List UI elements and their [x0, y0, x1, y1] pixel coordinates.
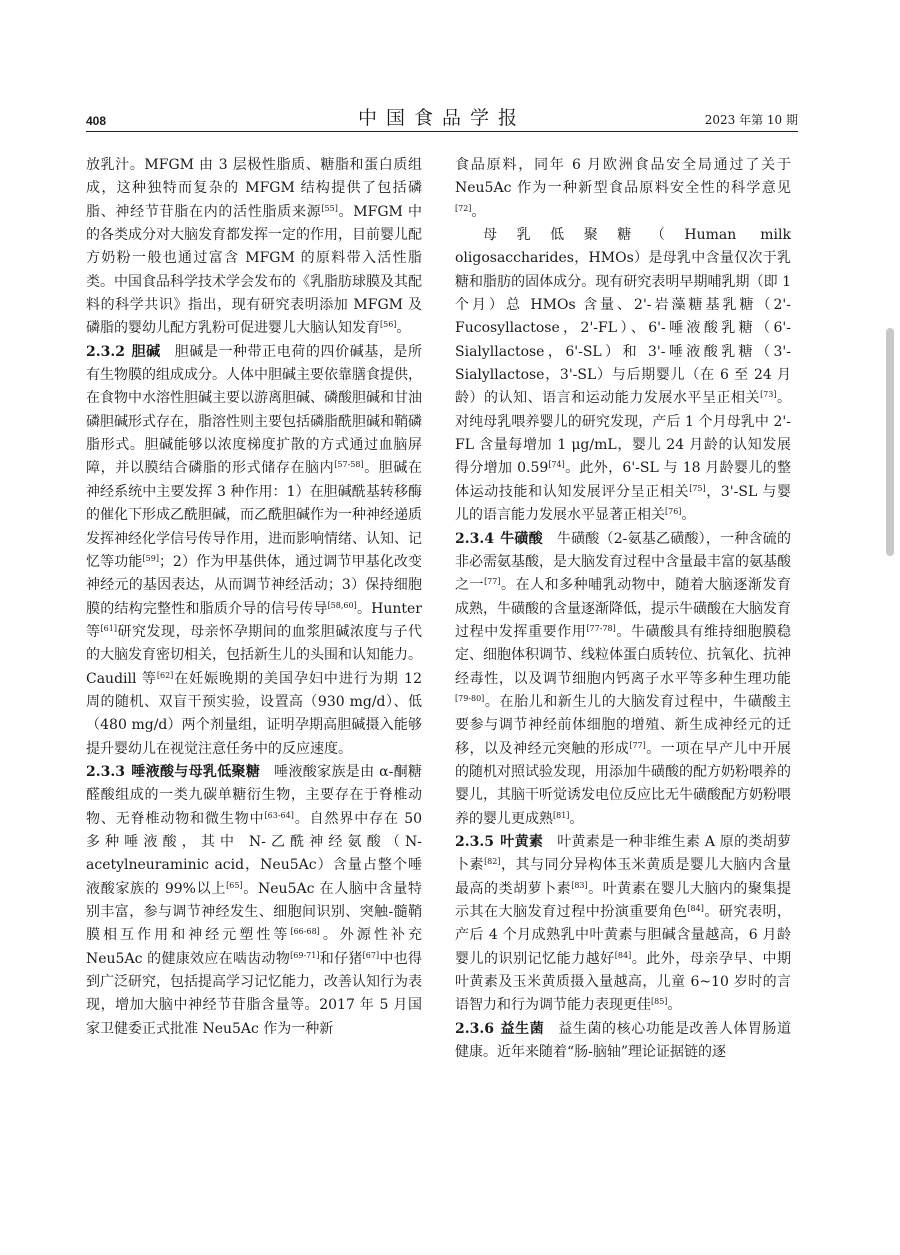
citation: [73]: [760, 390, 777, 400]
section-title: 唾液酸与母乳低聚糖: [130, 763, 261, 780]
right-column: [455, 154, 791, 1154]
scrollbar[interactable]: [884, 160, 900, 420]
section-number: 2.3.5: [455, 833, 494, 850]
citation: [74]: [548, 460, 565, 470]
paragraph-mfgm: 放乳汁。MFGM 由 3 层极性脂质、糖脂和蛋白质组成，这种独特而复杂的 MFGM 结构提供了包括磷脂、神经节苷脂在内的活性脂质来源[55]。MFGM 中的各类成分对大脑发育都发挥一定的作用，目前婴儿配方奶粉一般也通过富含 MFGM 的原料带入活性脂类。中国食品科学技术学会发布的《乳脂肪球膜及其配料的科学共识》指出，现有研究表明添加 MFGM 及磷脂的婴幼儿配方乳粉可促进婴儿大脑认知发育[56]。: [86, 157, 422, 337]
section-number: 2.3.6: [455, 1020, 494, 1037]
section-number: 2.3.3: [86, 763, 125, 780]
citation: [72]: [455, 203, 472, 213]
citation: [85]: [651, 997, 668, 1007]
section-2-3-5: 2.3.5 叶黄素 叶黄素是一种非维生素 A 原的类胡萝卜素[82]，其与同分异构体玉米黄质是婴儿大脑内含量最高的类胡萝卜素[83]。叶黄素在婴儿大脑内的聚集提示其在大脑发育过程中扮演重要角色[84]。研究表明，产后 4 个月成熟乳中叶黄素与胆碱含量越高，6 月龄婴儿的识别记忆能力越好[84]。此外，母亲孕早、中期叶黄素及玉米黄质摄入量越高，儿童 6~10 岁时的言语智力和行为调节能力表现更佳[85]。: [455, 833, 791, 1014]
citation: [62]: [156, 670, 174, 680]
paragraph-neu5ac-approval: 食品原料，同年 6 月欧洲食品安全局通过了关于 Neu5Ac 作为一种新型食品原料安全性的科学意见[72]。: [455, 157, 791, 220]
section-title: 胆碱: [130, 343, 161, 360]
citation: [77-78]: [586, 623, 616, 633]
citation: [84]: [687, 904, 704, 913]
citation: [67]: [362, 950, 380, 960]
citation: [55]: [321, 203, 338, 213]
header-rule: [86, 131, 798, 132]
citation: [66-68]: [290, 927, 320, 937]
section-number: 2.3.2: [86, 343, 125, 360]
section-2-3-2: 2.3.2 胆碱 胆碱是一种带正电荷的四价碱基，是所有生物膜的组成成分。人体中胆碱主要依靠膳食提供，在食物中水溶性胆碱主要以游离胆碱、磷酸胆碱和甘油磷胆碱形式存在，脂溶性则主要包括磷脂酰胆碱和鞘磷脂形式。胆碱能够以浓度梯度扩散的方式通过血脑屏障，并以膜结合磷脂的形式储存在脑内[57-58]。胆碱在神经系统中主要发挥 3 种作用：1）在胆碱酰基转移酶的催化下形成乙酰胆碱，而乙酰胆碱作为一种神经递质发挥神经化学信号传导作用，进而影响情绪、认知、记忆等功能[59]；2）作为甲基供体，通过调节甲基化改变神经元的基因表达，从而调节神经活动；3）保持细胞膜的结构完整性和脂质介导的信号传导[58,60]。Hunter 等[61]研究发现，母亲怀孕期间的血浆胆碱浓度与子代的大脑发育密切相关，包括新生儿的头围和认知能力。Caudill 等[62]在妊娠晚期的美国孕妇中进行为期 12 周的随机、双盲干预实验，设置高（930 mg/d）、低（480 mg/d）两个剂量组，证明孕期高胆碱摄入能够提升婴幼儿在视觉注意任务中的反应速度。: [86, 343, 422, 757]
citation: [59]: [142, 553, 159, 563]
citation: [77]: [484, 577, 501, 587]
citation: [77]: [629, 740, 646, 750]
citation: [61]: [100, 623, 117, 633]
citation: [84]: [614, 950, 632, 960]
citation: [63-64]: [264, 810, 294, 820]
section-number: 2.3.4: [455, 530, 494, 547]
citation: [57-58]: [334, 460, 364, 470]
page-number: 408: [86, 114, 107, 128]
citation: [82]: [484, 857, 501, 867]
section-title: 叶黄素: [499, 833, 544, 850]
paragraph-hmos: 母乳低聚糖（Human milk oligosaccharides，HMOs）是母乳中含量仅次于乳糖和脂肪的固体成分。现有研究表明早期哺乳期（即 1 个月）总 HMOs 含量、2'-岩藻糖基乳糖（2'-Fucosyllactose，2'-FL）、6'-唾液酸乳糖（6'-Sialyllactose，6'-SL）和 3'-唾液酸乳糖（3'-Sialyllactose，3'-SL）与后期婴儿（在 6 至 24 月龄）的认知、语言和运动能力发展水平呈正相关[73]。对纯母乳喂养婴儿的研究发现，产后 1 个月母乳中 2'-FL 含量每增加 1 μg/mL，婴儿 24 月龄的认知发展得分增加 0.59[74]。此外，6'-SL 与 18 月龄婴儿的整体运动技能和认知发展评分呈正相关[75]，3'-SL 与婴儿的语言能力发展水平显著正相关[76]。: [455, 227, 791, 524]
left-column: [86, 154, 422, 1154]
citation: [79-80]: [455, 693, 485, 703]
citation: [65]: [226, 880, 243, 890]
citation: [58,60]: [327, 600, 357, 610]
section-title: 牛磺酸: [499, 530, 543, 547]
citation: [81]: [553, 810, 570, 820]
section-2-3-3: 2.3.3 唾液酸与母乳低聚糖 唾液酸家族是由 α-酮糖醛酸组成的一类九碳单糖衍生物，主要存在于脊椎动物、无脊椎动物和微生物中[63-64]。自然界中存在 50 多种唾液酸，其中 N-乙酰神经氨酸（N-acetylneuraminic acid，Neu5Ac）含量占整个唾液酸家族的 99%以上[65]。Neu5Ac 在人脑中含量特别丰富，参与调节神经发生、细胞间识别、突触-髓鞘膜相互作用和神经元塑性等[66-68]。外源性补充 Neu5Ac 的健康效应在啮齿动物[69-71]和仔猪[67]中也得到广泛研究，包括提高学习记忆能力，改善认知行为表现，增加大脑中神经节苷脂含量等。2017 年 5 月国家卫健委正式批准 Neu5Ac 作为一种新: [86, 763, 422, 1037]
citation: [75]: [689, 483, 706, 493]
section-title: 益生菌: [499, 1020, 545, 1037]
scrollbar-thumb[interactable]: [886, 328, 894, 556]
citation: [76]: [665, 507, 682, 517]
page-header: [86, 100, 798, 132]
journal-title: 中国食品学报: [357, 107, 526, 129]
section-2-3-6: 2.3.6 益生菌 益生菌的核心功能是改善人体胃肠道健康。近年来随着“肠-脑轴”理论证据链的逐: [455, 1020, 791, 1061]
issue-label: 2023 年第 10 期: [704, 113, 798, 127]
citation: [56]: [380, 320, 397, 330]
section-2-3-4: 2.3.4 牛磺酸 牛磺酸（2-氨基乙磺酸），一种含硫的非必需氨基酸，是大脑发育过程中含量最丰富的氨基酸之一[77]。在人和多种哺乳动物中，随着大脑逐渐发育成熟，牛磺酸的含量逐渐降低，提示牛磺酸在大脑发育过程中发挥重要作用[77-78]。牛磺酸具有维持细胞膜稳定、细胞体积调节、线粒体蛋白质转位、抗氧化、抗神经毒性，以及调节细胞内钙离子水平等多种生理功能[79-80]。在胎儿和新生儿的大脑发育过程中，牛磺酸主要参与调节神经前体细胞的增殖、新生成神经元的迁移，以及神经元突触的形成[77]。一项在早产儿中开展的随机对照试验发现，用添加牛磺酸的配方奶粉喂养的婴儿，其脑干听觉诱发电位反应比无牛磺酸配方奶粉喂养的婴儿更成熟[81]。: [455, 530, 791, 827]
citation: [83]: [571, 880, 588, 890]
citation: [69-71]: [290, 950, 320, 960]
